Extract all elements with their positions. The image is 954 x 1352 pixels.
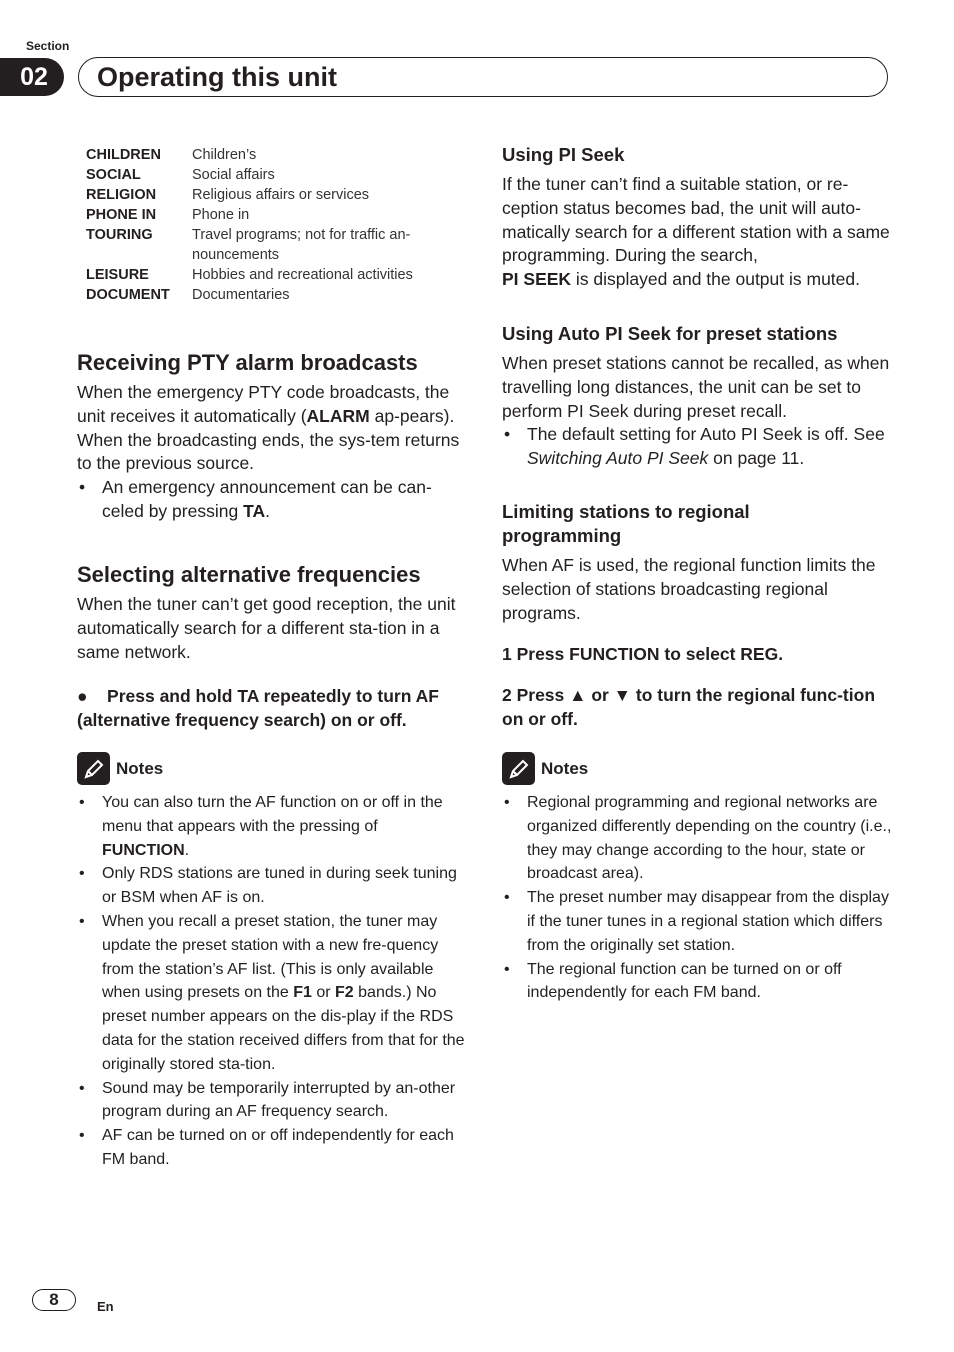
pty-description: Hobbies and recreational activities <box>192 267 413 283</box>
table-row <box>86 145 427 165</box>
section-label: Section <box>26 39 70 53</box>
notes-header: Notes <box>77 752 467 785</box>
body-text: When preset stations cannot be recalled, as when travelling long distances, the unit can be set to perform PI Seek during preset recall. <box>502 353 890 421</box>
page-number: 8 <box>32 1289 76 1311</box>
pty-code: DOCUMENT <box>86 287 170 303</box>
pty-description: Religious affairs or services <box>192 187 370 203</box>
table-row <box>86 285 427 305</box>
table-row <box>86 185 427 205</box>
pi-seek-section <box>502 143 892 292</box>
pty-code: PHONE IN <box>86 207 157 223</box>
pty-table <box>86 145 427 305</box>
auto-pi-seek-section <box>502 322 892 471</box>
pty-description: Documentaries <box>192 287 290 303</box>
section-number-badge: 02 <box>0 58 64 96</box>
pencil-icon <box>502 752 535 785</box>
instruction-step: 2 Press ▲ or ▼ to turn the regional func-tion on or off. <box>502 685 876 730</box>
notes-left <box>77 752 467 1172</box>
pty-description: Phone in <box>192 207 250 223</box>
section-heading: Using Auto PI Seek for preset stations <box>502 323 838 344</box>
pty-alarm-section <box>77 349 467 524</box>
instruction-step: 1 Press FUNCTION to select REG. <box>502 644 784 665</box>
alt-frequency-section <box>77 561 467 732</box>
notes-right <box>502 752 892 1005</box>
pty-description: Travel programs; not for traffic an-nouncements <box>192 227 411 263</box>
list-item: • The default setting for Auto PI Seek is off. See Switching Auto PI Seek on page 11. <box>504 424 885 469</box>
section-heading: Using PI Seek <box>502 144 625 165</box>
page-title: Operating this unit <box>97 62 337 92</box>
language-label: En <box>97 1299 114 1314</box>
body-text: If the tuner can’t find a suitable station, or re-ception status becomes bad, the unit will auto-matically search for a different station with a same programming. During the search, PI SEEK is displayed and the output is muted. <box>502 174 890 290</box>
body-text: When the emergency PTY code broadcasts, the unit receives it automatically (ALARM ap-pears). When the broadcasting ends, the sys-tem returns to the previous source. <box>77 382 460 474</box>
list-item: • An emergency announcement can be can-celed by pressing TA. <box>79 477 432 521</box>
pencil-icon <box>77 752 110 785</box>
instruction-step: ● Press and hold TA repeatedly to turn AF (alternative frequency search) on or off. <box>77 686 439 731</box>
notes-header: Notes <box>502 752 892 785</box>
regional-section <box>502 500 892 731</box>
pty-description: Children’s <box>192 147 257 163</box>
section-heading: Selecting alternative frequencies <box>77 562 421 587</box>
list-item: • The regional function can be turned on or off independently for each FM band. <box>504 960 842 1002</box>
body-text: When the tuner can’t get good reception, the unit automatically search for a different sta-tion in a same network. <box>77 594 456 662</box>
list-item: • You can also turn the AF function on or off in the menu that appears with the pressing of FUNCTION. <box>79 794 443 859</box>
list-item: • AF can be turned on or off independently for each FM band. <box>79 1127 454 1168</box>
list-item: • Regional programming and regional networks are organized differently depending on the country (i.e., they may change according to the hour, state or broadcast area). <box>504 794 892 883</box>
pty-description: Social affairs <box>192 167 275 183</box>
table-row <box>86 265 427 285</box>
list-item: • When you recall a preset station, the tuner may update the preset station with a new fre-quency from the station’s AF list. (This is only available when using presets on the F1 or F2 bands.) No preset number appears on the dis-play if the RDS data for the station received differs from that for the originally stored sta-tion. <box>79 912 465 1073</box>
list-item: • Sound may be temporarily interrupted by an-other program during an AF frequency search. <box>79 1079 456 1121</box>
section-heading: Receiving PTY alarm broadcasts <box>77 350 418 375</box>
table-row <box>86 225 427 265</box>
pty-code: RELIGION <box>86 187 157 203</box>
pty-code: TOURING <box>86 227 153 243</box>
section-heading: Limiting stations to regional programming <box>502 501 750 546</box>
table-row <box>86 165 427 185</box>
list-item: • The preset number may disappear from the display if the tuner tunes in a regional station which differs from the originally set station. <box>504 889 889 954</box>
pty-code: LEISURE <box>86 267 149 283</box>
list-item: • Only RDS stations are tuned in during seek tuning or BSM when AF is on. <box>79 865 457 907</box>
table-row <box>86 205 427 225</box>
pty-code: SOCIAL <box>86 167 141 183</box>
step-marker: ● <box>77 686 88 707</box>
pty-code: CHILDREN <box>86 147 161 163</box>
body-text: When AF is used, the regional function limits the selection of stations broadcasting regional programs. <box>502 555 876 623</box>
